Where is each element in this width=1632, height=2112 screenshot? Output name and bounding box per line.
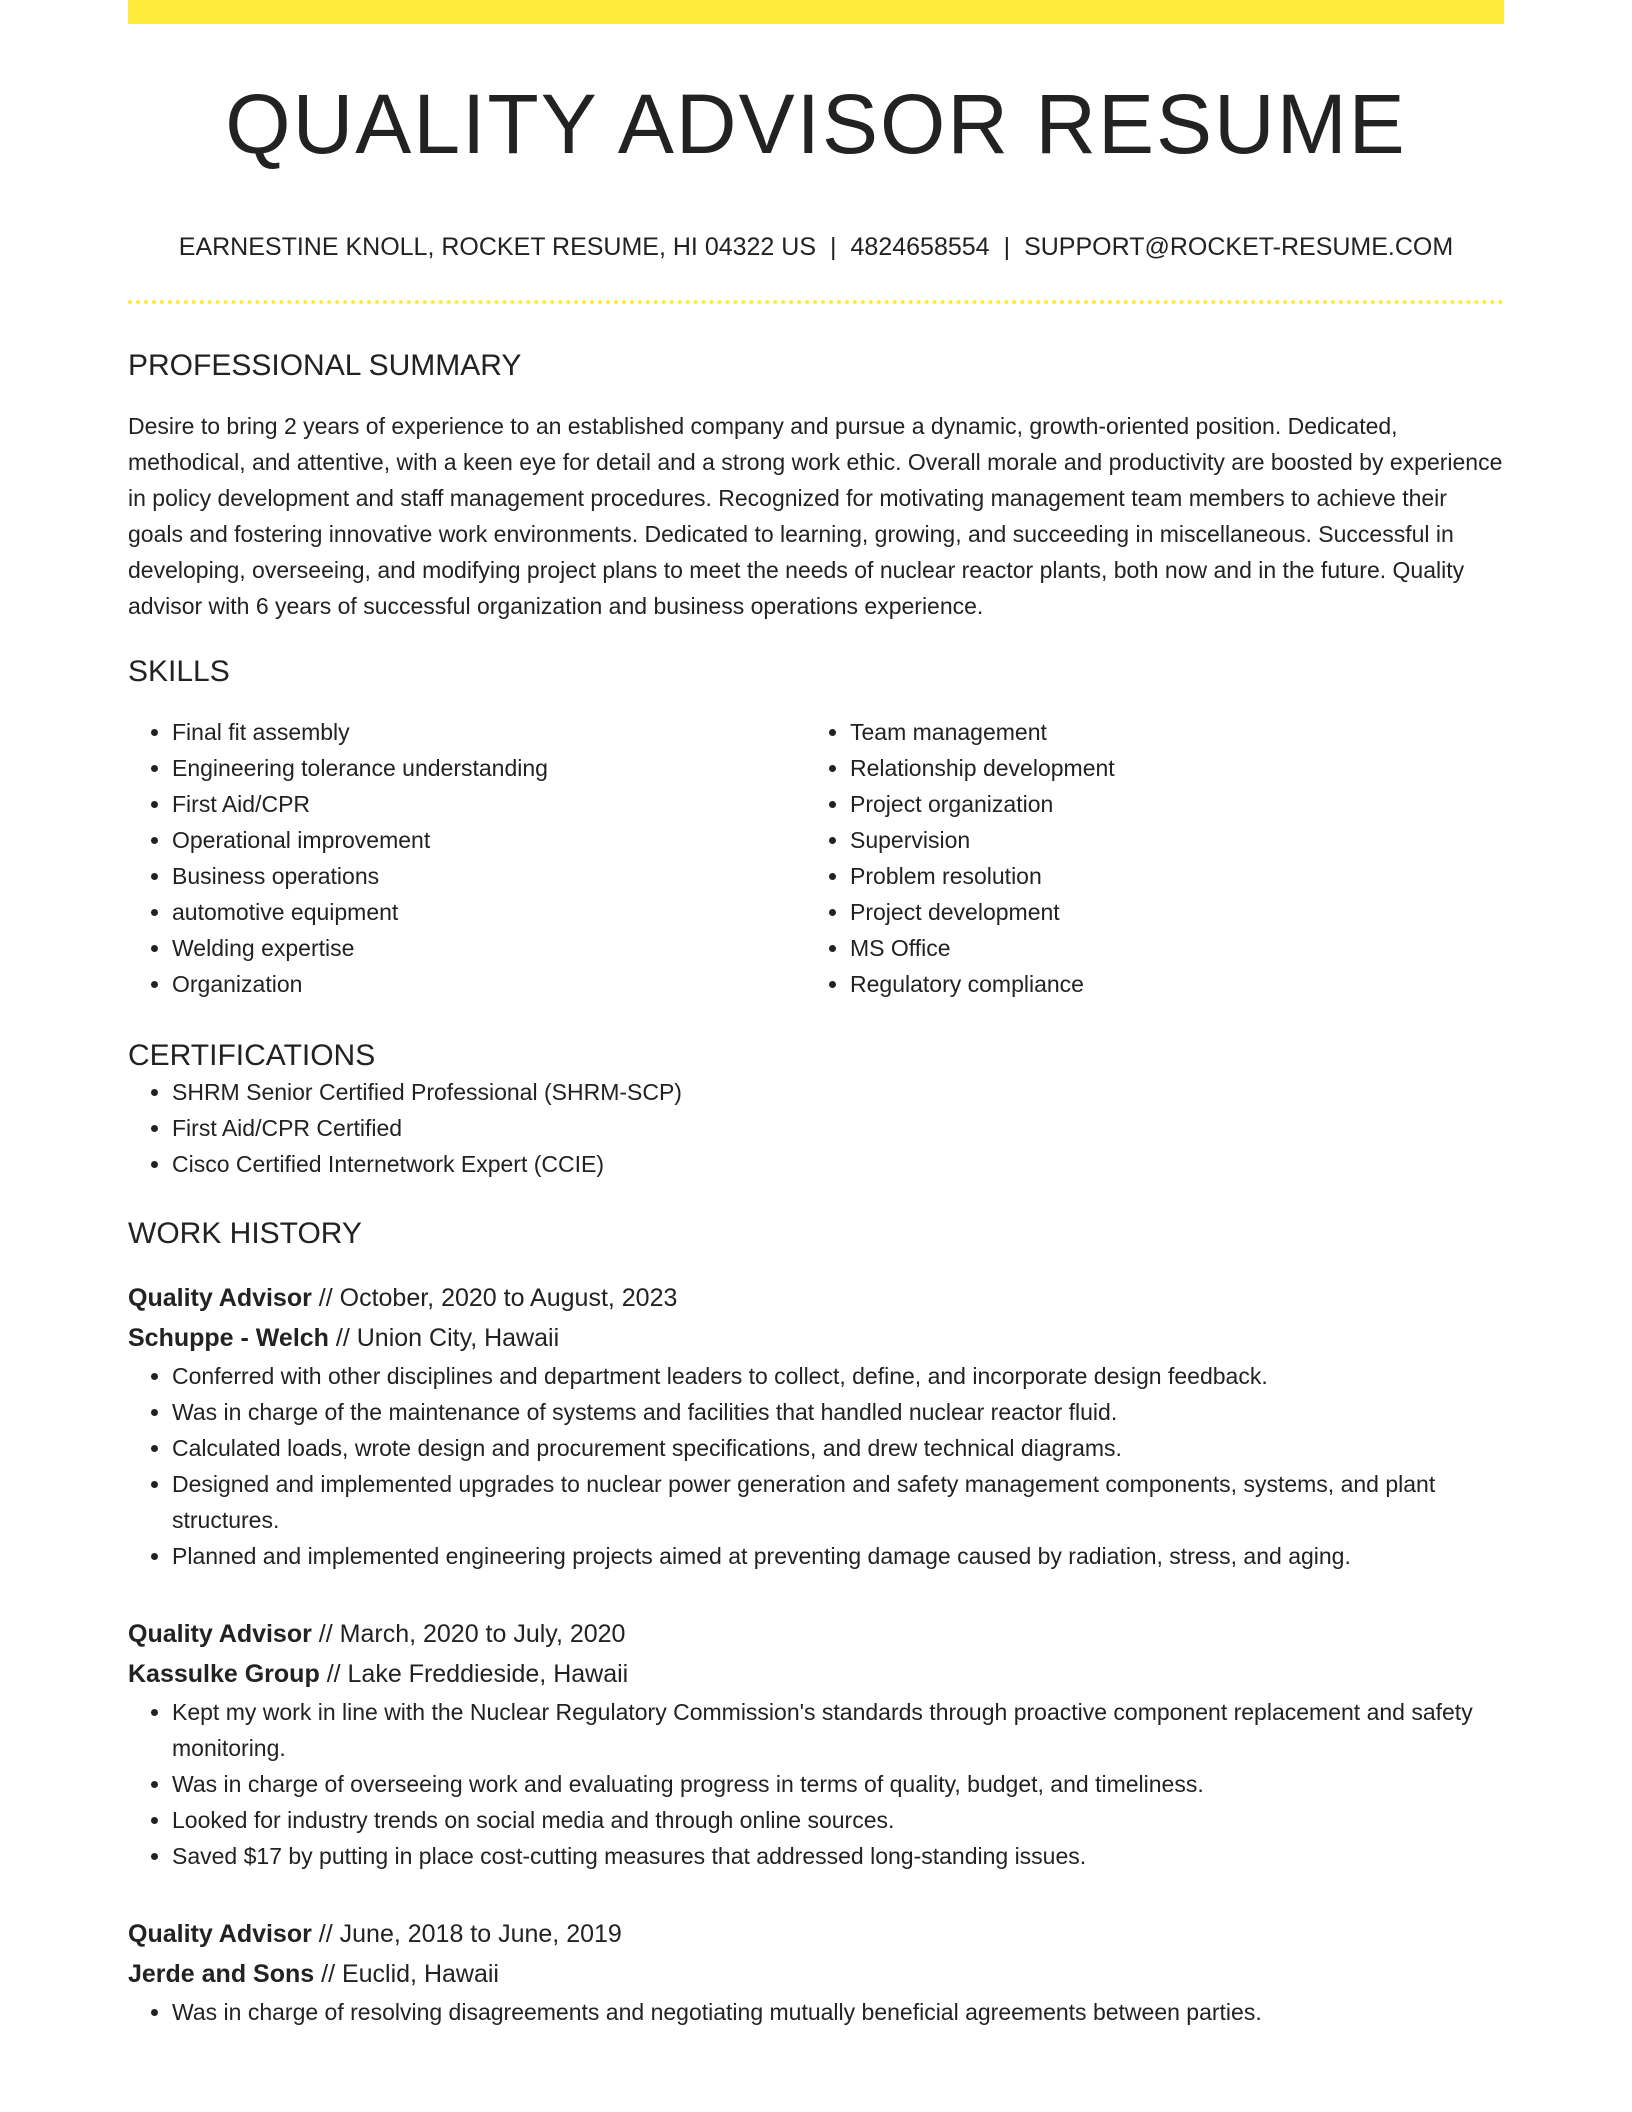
skill-item: • automotive equipment: [172, 894, 806, 930]
skill-item: • Relationship development: [850, 750, 1484, 786]
certifications-list: [128, 1074, 1504, 1182]
job-title: Quality Advisor: [128, 1284, 312, 1313]
skill-item: • Project organization: [850, 786, 1484, 822]
job-company-line: [128, 1654, 1504, 1694]
skill-item: • Business operations: [172, 858, 806, 894]
contact-phone: 4824658554: [850, 233, 990, 262]
certification-item: • Cisco Certified Internetwork Expert (CCIE): [172, 1146, 1504, 1182]
job-duty: • Conferred with other disciplines and department leaders to collect, define, and incorporate design feedback.: [172, 1358, 1504, 1394]
job-duty: • Looked for industry trends on social media and through online sources.: [172, 1802, 1504, 1838]
job-dates: // June, 2018 to June, 2019: [318, 1920, 622, 1949]
job-entry: [128, 1914, 1504, 2030]
job-company: Schuppe - Welch: [128, 1324, 329, 1353]
contact-email: SUPPORT@ROCKET-RESUME.COM: [1024, 233, 1454, 262]
summary-text: Desire to bring 2 years of experience to an established company and pursue a dynamic, growth-oriented position. Dedicated, methodical, and attentive, with a keen eye for detail and a strong work ethic. Overall morale and productivity are boosted by experience in policy development and staff management procedures. Recognized for motivating management team members to achieve their goals and fostering innovative work environments. Dedicated to learning, growing, and succeeding in miscellaneous. Successful in developing, overseeing, and modifying project plans to meet the needs of nuclear reactor plants, both now and in the future. Quality advisor with 6 years of successful organization and business operations experience.: [128, 413, 1503, 620]
summary-heading: PROFESSIONAL SUMMARY: [128, 349, 522, 383]
job-title-line: [128, 1614, 1504, 1654]
job-dates: // October, 2020 to August, 2023: [318, 1284, 678, 1313]
skills-grid: [128, 714, 1504, 1002]
skill-item: • Project development: [850, 894, 1484, 930]
job-duties-list: [128, 1694, 1504, 1874]
job-company-line: [128, 1954, 1504, 1994]
job-entry: [128, 1278, 1504, 1574]
contact-separator: |: [1003, 233, 1011, 262]
contact-separator: |: [830, 233, 837, 262]
job-duty: • Was in charge of resolving disagreements and negotiating mutually beneficial agreements between parties.: [172, 1994, 1504, 2030]
job-duty: • Was in charge of the maintenance of systems and facilities that handled nuclear reactor fluid.: [172, 1394, 1504, 1430]
job-title-line: [128, 1914, 1504, 1954]
contact-address: EARNESTINE KNOLL, ROCKET RESUME, HI 04322 US: [178, 233, 817, 262]
job-company: Jerde and Sons: [128, 1960, 315, 1989]
job-duties-list: [128, 1358, 1504, 1574]
job-duty: • Designed and implemented upgrades to nuclear power generation and safety management components, systems, and plant structures.: [172, 1466, 1504, 1538]
job-duty: • Saved $17 by putting in place cost-cutting measures that addressed long-standing issues.: [172, 1838, 1504, 1874]
work-history-heading: WORK HISTORY: [128, 1217, 362, 1251]
job-duty: • Planned and implemented engineering projects aimed at preventing damage caused by radiation, stress, and aging.: [172, 1538, 1504, 1574]
job-dates: // March, 2020 to July, 2020: [318, 1620, 626, 1649]
job-duty: • Kept my work in line with the Nuclear Regulatory Commission's standards through proactive component replacement and safety monitoring.: [172, 1694, 1504, 1766]
certifications-heading: CERTIFICATIONS: [128, 1039, 376, 1073]
job-duties-list: [128, 1994, 1504, 2030]
skill-item: • Organization: [172, 966, 806, 1002]
skill-item: • Operational improvement: [172, 822, 806, 858]
skill-item: • MS Office: [850, 930, 1484, 966]
skills-list-right: [806, 714, 1484, 1002]
job-location: // Euclid, Hawaii: [321, 1960, 499, 1989]
job-company: Kassulke Group: [128, 1660, 320, 1689]
job-title-line: [128, 1278, 1504, 1318]
job-location: // Lake Freddieside, Hawaii: [326, 1660, 629, 1689]
skill-item: • First Aid/CPR: [172, 786, 806, 822]
skill-item: • Team management: [850, 714, 1484, 750]
contact-line: [128, 232, 1504, 262]
job-location: // Union City, Hawaii: [335, 1324, 560, 1353]
dotted-divider: [128, 300, 1504, 304]
skill-item: • Final fit assembly: [172, 714, 806, 750]
skills-column-right: [806, 714, 1484, 1002]
skill-item: • Welding expertise: [172, 930, 806, 966]
certification-item: • SHRM Senior Certified Professional (SHRM-SCP): [172, 1074, 1504, 1110]
skills-heading: SKILLS: [128, 655, 230, 689]
job-duty: • Was in charge of overseeing work and evaluating progress in terms of quality, budget, and timeliness.: [172, 1766, 1504, 1802]
skill-item: • Problem resolution: [850, 858, 1484, 894]
skill-item: • Regulatory compliance: [850, 966, 1484, 1002]
page-title: QUALITY ADVISOR RESUME: [225, 77, 1407, 171]
job-title: Quality Advisor: [128, 1620, 312, 1649]
skills-column-left: [128, 714, 806, 1002]
accent-top-bar: [128, 0, 1504, 24]
skill-item: • Supervision: [850, 822, 1484, 858]
certification-item: • First Aid/CPR Certified: [172, 1110, 1504, 1146]
skills-list-left: [128, 714, 806, 1002]
job-company-line: [128, 1318, 1504, 1358]
skill-item: • Engineering tolerance understanding: [172, 750, 806, 786]
job-title: Quality Advisor: [128, 1920, 312, 1949]
resume-page: [128, 0, 1504, 2030]
job-entry: [128, 1614, 1504, 1874]
job-duty: • Calculated loads, wrote design and procurement specifications, and drew technical diagrams.: [172, 1430, 1504, 1466]
